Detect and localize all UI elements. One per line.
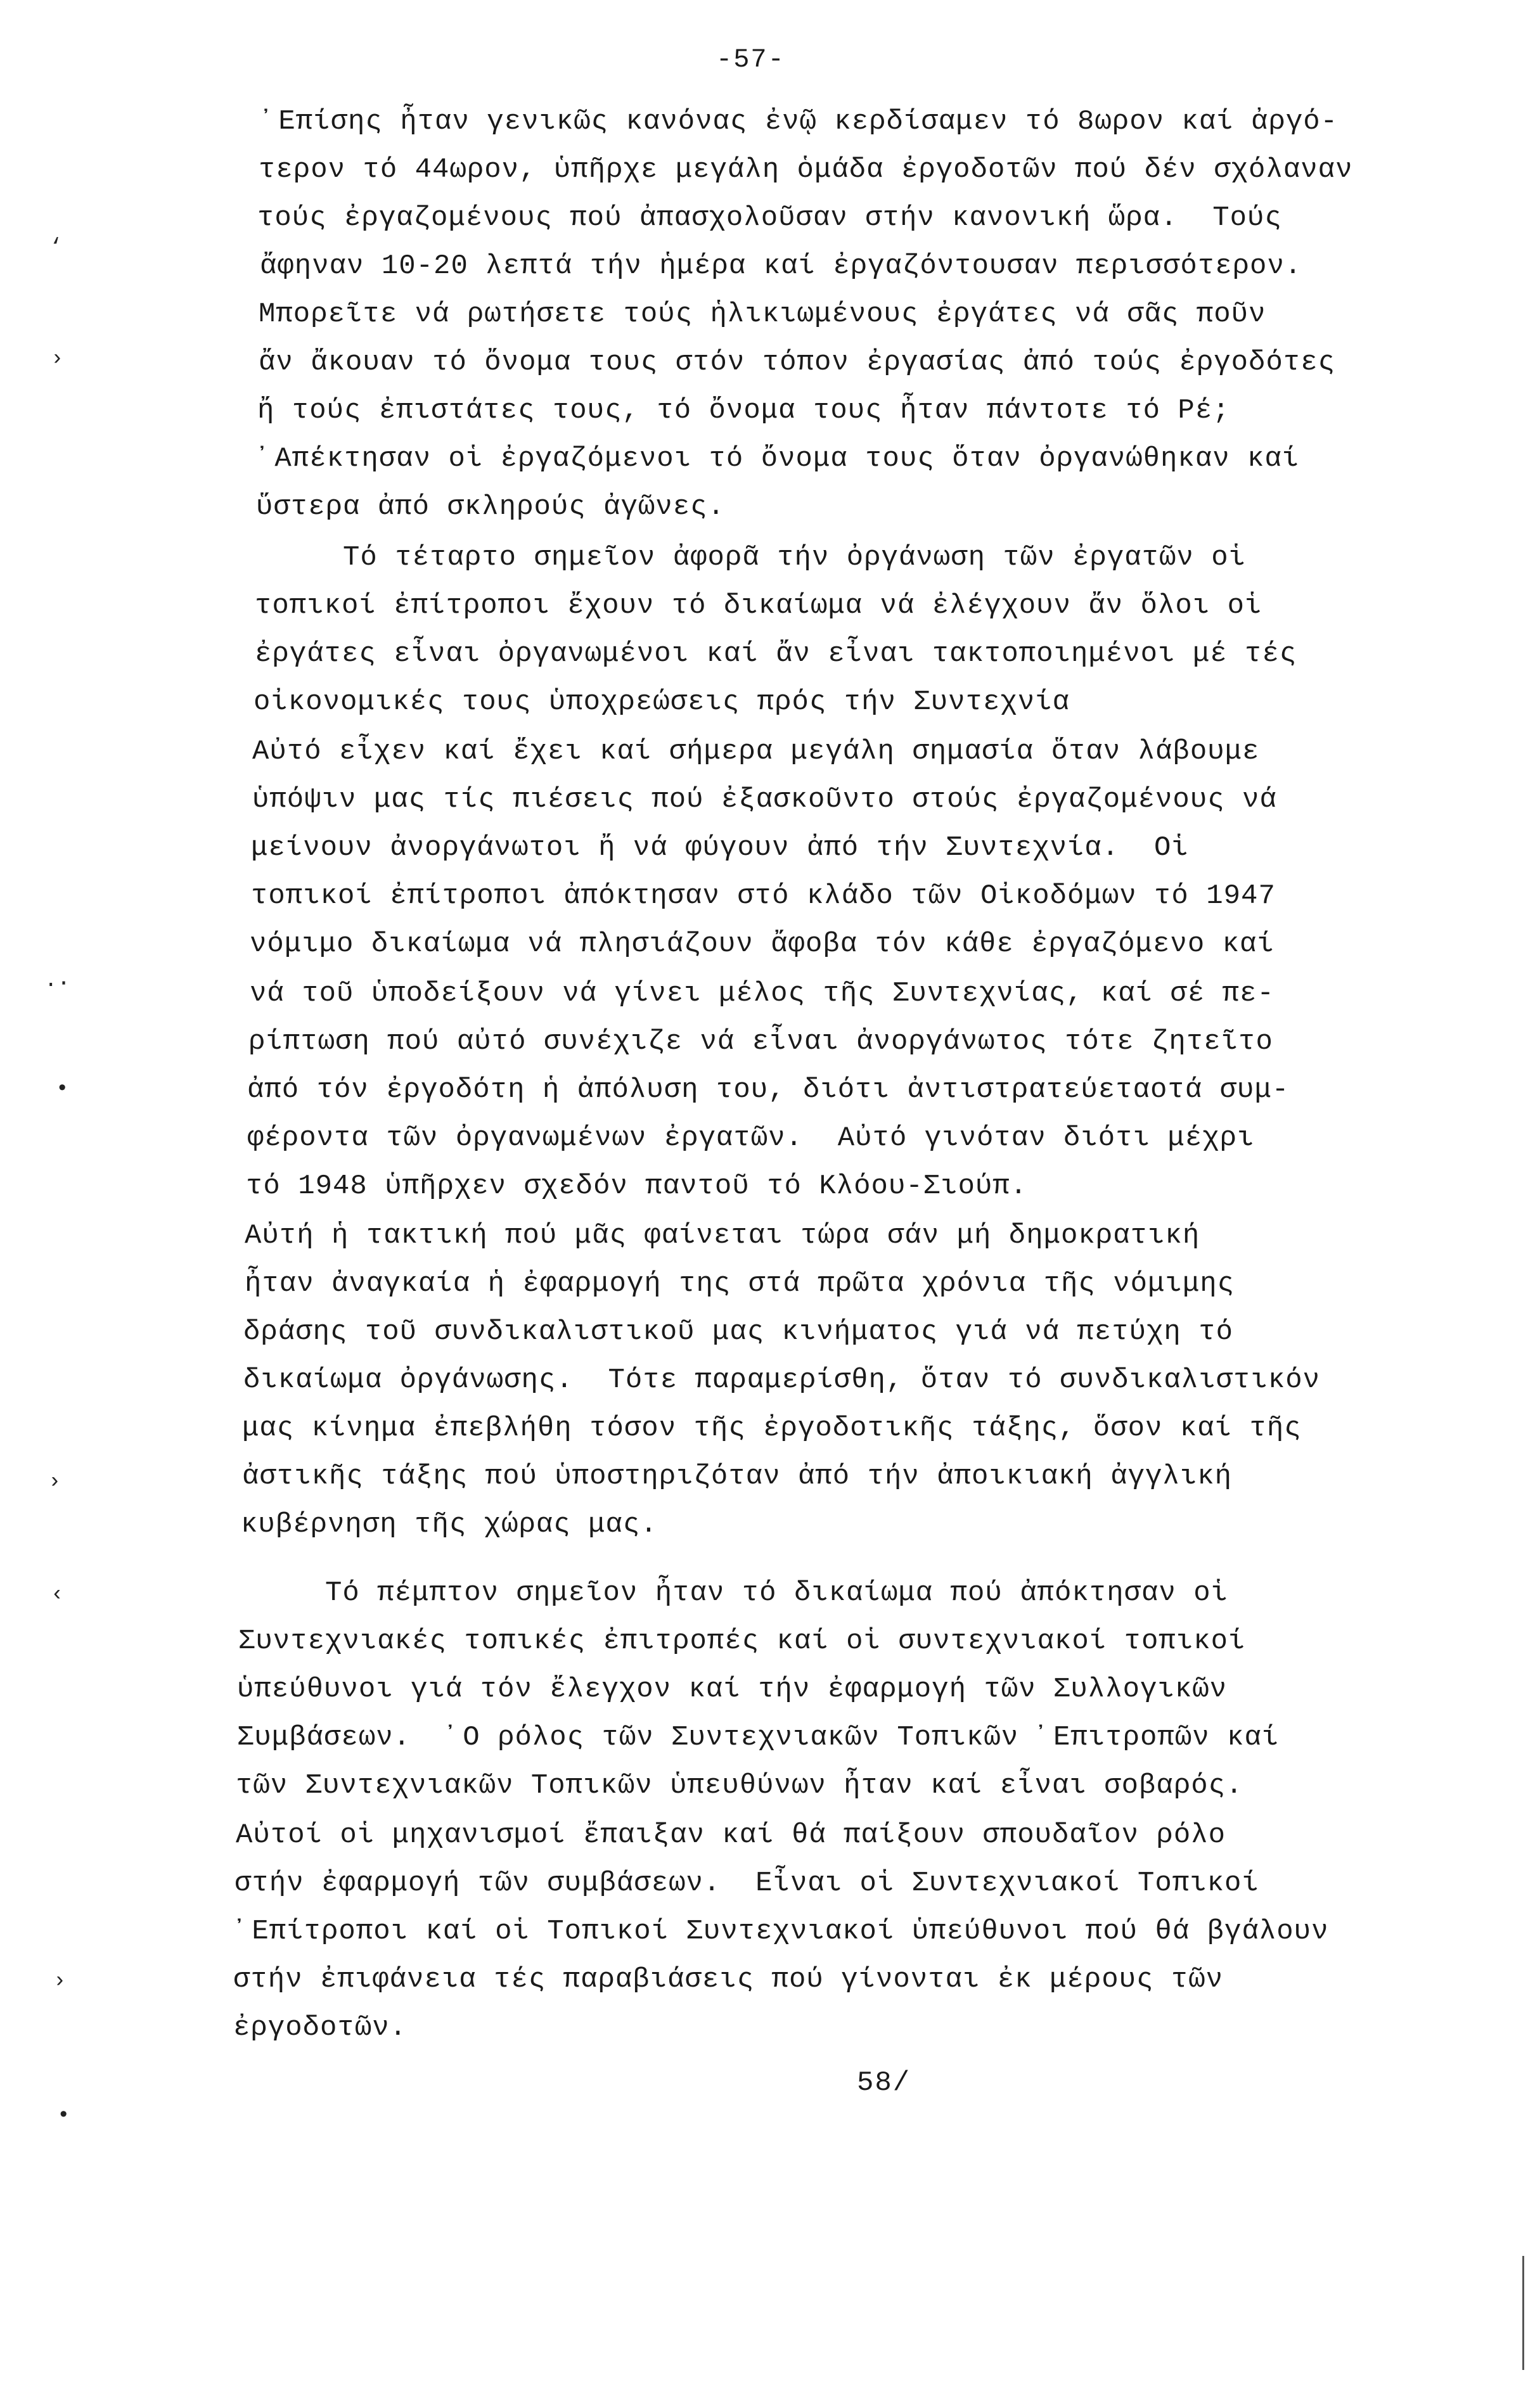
text-line: Αὐτό εἶχεν καί ἔχει καί σήμερα μεγάλη σημασία ὅταν λάβουμε — [252, 736, 1260, 767]
text-line: μείνουν ἀνοργάνωτοι ἤ νά φύγουν ἀπό τήν Συντεχνία. Οἱ — [251, 832, 1189, 864]
text-line: ἄν ἄκουαν τό ὄνομα τους στόν τόπον ἐργασίας ἀπό τούς ἐργοδότες — [259, 347, 1336, 378]
text-line: νά τοῦ ὑποδείξουν νά γίνει μέλος τῆς Συντεχνίας, καί σέ πε- — [250, 978, 1274, 1009]
text-line: στήν ἐπιφάνεια τές παραβιάσεις πού γίνονται ἐκ μέρους τῶν — [233, 1964, 1224, 1995]
text-line: ρίπτωση πού αὐτό συνέχιζε νά εἶναι ἀνοργάνωτος τότε ζητεῖτο — [248, 1026, 1273, 1058]
scan-speck: • — [56, 1077, 69, 1101]
text-line: τερον τό 44ωρον, ὑπῆρχε μεγάλη ὁμάδα ἐργοδοτῶν πού δέν σχόλαναν — [259, 154, 1353, 186]
text-line: τοπικοί ἐπίτροποι ἔχουν τό δικαίωμα νά ἐλέγχουν ἄν ὅλοι οἱ — [255, 590, 1262, 622]
scan-speck: ‹ — [51, 1583, 64, 1607]
text-line: Συντεχνιακές τοπικές ἐπιτροπές καί οἱ συντεχνιακοί τοπικοί — [238, 1625, 1246, 1657]
text-line: τοπικοί ἐπίτροποι ἀπόκτησαν στό κλάδο τῶν Οἰκοδόμων τό 1947 — [251, 880, 1276, 912]
text-line: Τό τέταρτο σημεῖον ἀφορᾶ τήν ὀργάνωση τῶν ἐργατῶν οἱ — [256, 542, 1247, 573]
text-line: ᾽Απέκτησαν οἱ ἐργαζόμενοι τό ὄνομα τους ὅταν ὀργανώθηκαν καί — [257, 443, 1300, 475]
text-line: ἤ τούς ἐπιστάτες τους, τό ὄνομα τους ἦταν πάντοτε τό Ρέ; — [257, 395, 1230, 426]
text-line: Συμβάσεων. ᾽Ο ρόλος τῶν Συντεχνιακῶν Τοπικῶν ᾽Επιτροπῶν καί — [237, 1722, 1280, 1753]
scan-speck: › — [51, 347, 64, 371]
text-line: Αὐτοί οἱ μηχανισμοί ἔπαιξαν καί θά παίξουν σπουδαῖον ρόλο — [236, 1819, 1226, 1851]
text-line: ἐργάτες εἶναι ὀργανωμένοι καί ἄν εἶναι τακτοποιημένοι μέ τές — [255, 638, 1297, 670]
scan-speck: ‘ — [49, 236, 63, 260]
scan-speck: › — [48, 1470, 61, 1494]
text-line: κυβέρνηση τῆς χώρας μας. — [241, 1509, 658, 1540]
text-line: ἄφηναν 10-20 λεπτά τήν ἡμέρα καί ἐργαζόντουσαν περισσότερον. — [260, 250, 1302, 282]
text-line: τῶν Συντεχνιακῶν Τοπικῶν ὑπευθύνων ἦταν καί εἶναι σοβαρός. — [236, 1770, 1243, 1802]
text-line: ὑπόψιν μας τίς πιέσεις πού ἐξασκοῦντο στούς ἐργαζομένους νά — [252, 784, 1277, 816]
text-line: ἦταν ἀναγκαία ἡ ἐφαρμογή της στά πρῶτα χρόνια τῆς νόμιμης — [245, 1268, 1235, 1300]
scan-speck: ·⋅ — [44, 973, 70, 997]
text-line: ᾽Επίτροποι καί οἱ Τοπικοί Συντεχνιακοί ὑπεύθυνοι πού θά βγάλουν — [234, 1916, 1329, 1947]
text-line: στήν ἐφαρμογή τῶν συμβάσεων. Εἶναι οἱ Συντεχνιακοί Τοπικοί — [234, 1867, 1259, 1899]
text-line: φέροντα τῶν ὀργανωμένων ἐργατῶν. Αὐτό γινόταν διότι μέχρι — [247, 1122, 1255, 1154]
text-line: Μπορεῖτε νά ρωτήσετε τούς ἡλικιωμένους ἐργάτες νά σᾶς ποῦν — [259, 298, 1266, 330]
text-line: ἐργοδοτῶν. — [233, 2012, 408, 2044]
text-line: ὑπεύθυνοι γιά τόν ἔλεγχον καί τήν ἐφαρμογή τῶν Συλλογικῶν — [237, 1674, 1228, 1705]
text-line: ἀπό τόν ἐργοδότη ἡ ἀπόλυση του, διότι ἀντιστρατεύεταοτά συμ- — [247, 1074, 1290, 1106]
text-line: Αὐτή ἡ τακτική πού μᾶς φαίνεται τώρα σάν μή δημοκρατική — [245, 1220, 1200, 1252]
text-line: νόμιμο δικαίωμα νά πλησιάζουν ἄφοβα τόν κάθε ἐργαζόμενο καί — [250, 928, 1274, 960]
text-line: ἀστικῆς τάξης πού ὑποστηριζόταν ἀπό τήν ἀποικιακή ἀγγλική — [242, 1461, 1233, 1492]
text-line: μας κίνημα ἐπεβλήθη τόσον τῆς ἐργοδοτικῆς τάξης, ὅσον καί τῆς — [242, 1412, 1302, 1444]
scan-edge-line — [1522, 2256, 1524, 2370]
text-line: δράσης τοῦ συνδικαλιστικοῦ μας κινήματος γιά νά πετύχη τό — [243, 1316, 1234, 1348]
text-line: τούς ἐργαζομένους πού ἀπασχολοῦσαν στήν κανονική ὥρα. Τούς — [257, 202, 1282, 234]
text-line: ᾽Επίσης ἦταν γενικῶς κανόνας ἐνῷ κερδίσαμεν τό 8ωρον καί ἀργό- — [261, 106, 1339, 138]
scan-speck: • — [57, 2104, 70, 2128]
text-line: δικαίωμα ὀργάνωσης. Τότε παραμερίσθη, ὅταν τό συνδικαλιστικόν — [243, 1364, 1321, 1396]
text-line: οἰκονομικές τους ὑποχρεώσεις πρός τήν Συντεχνία — [254, 686, 1070, 718]
text-line: ὕστερα ἀπό σκληρούς ἀγῶνες. — [256, 491, 725, 523]
text-line: Τό πέμπτον σημεῖον ἦταν τό δικαίωμα πού ἀπόκτησαν οἱ — [238, 1577, 1229, 1609]
scan-speck: › — [53, 1969, 67, 1994]
text-line: τό 1948 ὑπῆρχεν σχεδόν παντοῦ τό Κλόου-Σιούπ. — [246, 1170, 1028, 1202]
next-page-reference: 58/ — [857, 2067, 911, 2099]
page-number: -57- — [716, 44, 785, 75]
